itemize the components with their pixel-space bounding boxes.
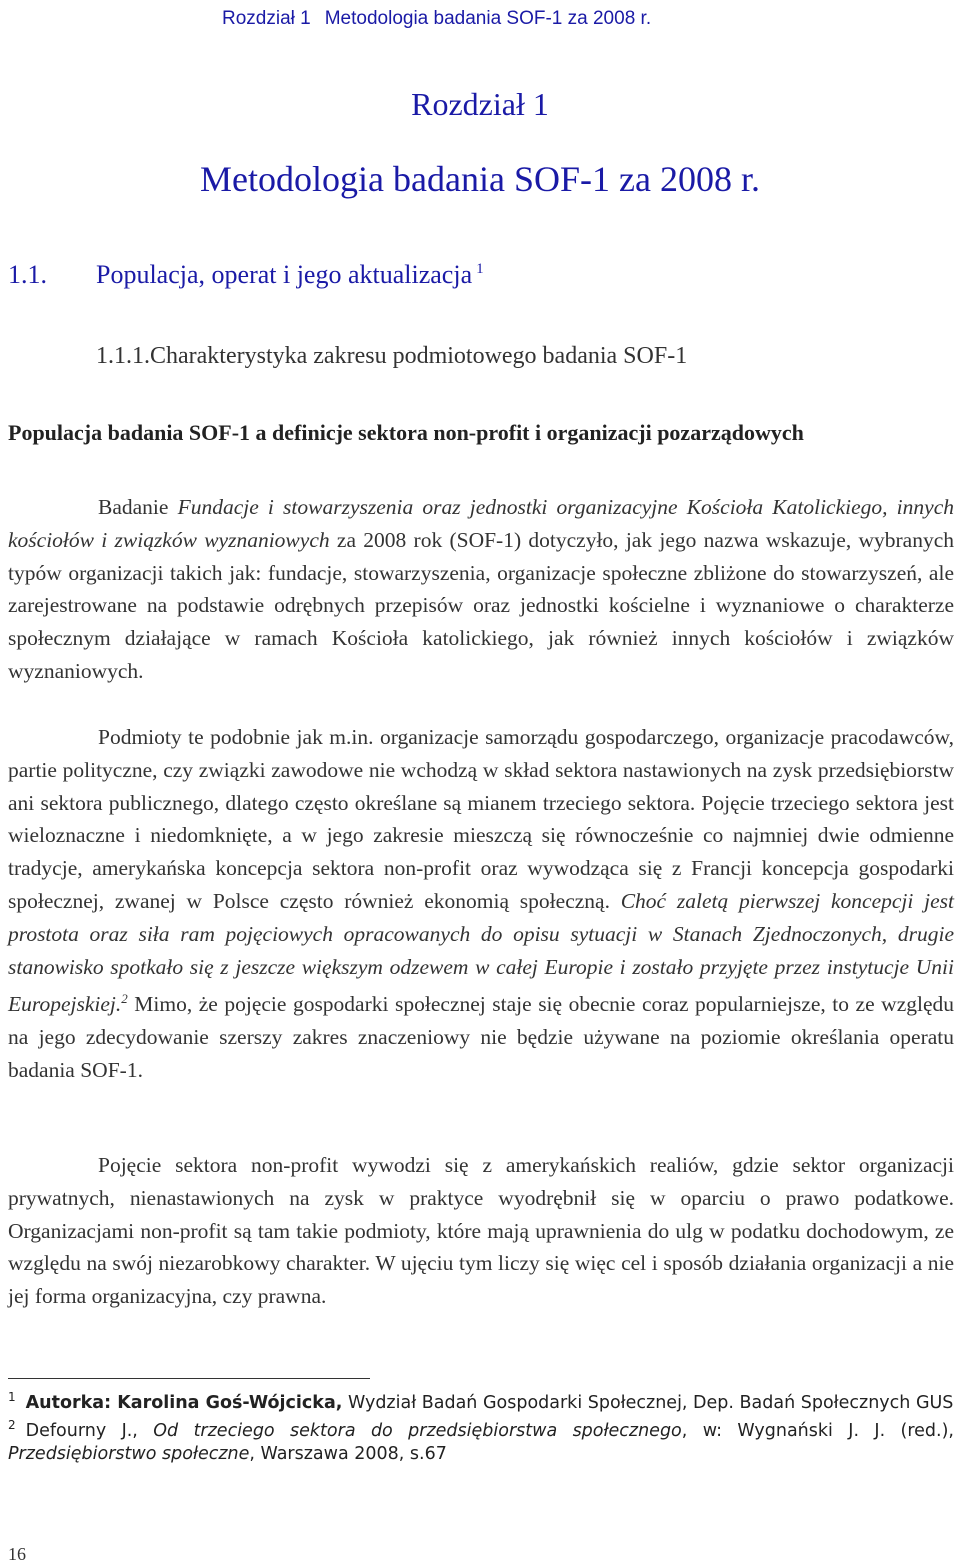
survey-title: Fundacje i stowarzyszenia oraz jednostki organizacyjne Kościoła Katolickiego, innych kościołów i związków wyznaniowych <box>8 495 954 552</box>
chapter-label: Rozdział 1 <box>411 86 549 122</box>
footnote-ref-2[interactable]: 2 <box>121 991 128 1007</box>
paragraph-3: Pojęcie sektora non-profit wywodzi się z amerykańskich realiów, gdzie sektor organizacji prywatnych, nienastawionych na zysk w praktyce wyodrębnił się w oparciu o prawo podatkowe. Organizacjami non-profit są tam takie podmioty, które mają uprawnienia do ulg w podatku dochodowym, ze względu na swój niezarobkowy charakter. W ujęciu tym liczy się więc cel i sposób działania organizacji a nie jej forma organizacyjna, czy prawna. <box>8 1153 954 1309</box>
footnote-ref-1[interactable]: 1 <box>476 261 484 277</box>
paragraph-2-text: Podmioty te podobnie jak m.in. organizacje samorządu gospodarczego, organizacje pracodawców, partie polityczne, czy związki zawodowe nie wchodzą w skład sektora nastawionych na zysk przedsiębiorstw ani sektora publicznego, dlatego często określane są mianem trzeciego sektora. Pojęcie trzeciego sektora jest wieloznaczne i niedomknięte, a w jego zakresie mieszczą się równocześnie co najmniej dwie odmienne tradycje, amerykańska koncepcja sektora non-profit oraz wywodząca się z Francji koncepcja gospodarki społecznej, zwanej w Polsce często również ekonomią społeczną. <box>8 725 954 913</box>
paragraph-1-rest: za 2008 rok (SOF-1) dotyczyło, jak jego nazwa wskazuje, wybranych typów organizacji takich jak: fundacje, stowarzyszenia, organizacje społeczne zbliżone do stowarzyszeń, ale zarejestrowane na podstawie odrębnych przepisów oraz jednostki kościelne i wyznaniowe o charakterze społecznym działające w ramach Kościoła katolickiego, jak również innych kościołów i związków wyznaniowych. <box>8 527 955 683</box>
footnote-author: Defourny J., <box>25 1421 138 1442</box>
paragraph-1 <box>8 491 954 688</box>
footnote-1 <box>8 1386 954 1414</box>
running-header-chapter: Rozdział 1 <box>222 8 311 29</box>
section-number: 1.1. <box>8 260 47 289</box>
footnote-text: , w: Wygnański J. J. (red.), <box>681 1421 954 1442</box>
footnotes <box>8 1386 954 1465</box>
footnote-divider <box>8 1378 370 1379</box>
footnote-number: 1 <box>8 1390 16 1404</box>
paragraph-2 <box>8 721 954 1087</box>
paragraph-2-rest: Mimo, że pojęcie gospodarki społecznej staje się obecnie coraz popularniejsze, to ze względu na jego zdecydowanie szerszy zakres znaczeniowy nie będzie używane na poziomie określania operatu badania SOF-1. <box>8 992 954 1082</box>
subsection-title: Charakterystyka zakresu podmiotowego badania SOF-1 <box>150 343 688 369</box>
footnote-italic-title: Od trzeciego sektora do przedsiębiorstwa społecznego <box>153 1421 682 1442</box>
running-header <box>222 8 651 30</box>
footnote-2 <box>8 1414 954 1465</box>
italic-quote: Choć zaletą pierwszej koncepcji jest prostota oraz siła ram pojęciowych opracowanych do opisu sytuacji w Stanach Zjednoczonych, drugie stanowisko spotkało się z jeszcze większym odzewem w całej Europie i zostało przyjęte przez instytucje Unii Europejskiej. <box>8 888 954 1017</box>
footnote-author: Autorka: Karolina Goś-Wójcicka, <box>25 1393 343 1413</box>
footnote-text: , Warszawa 2008, s.67 <box>249 1443 447 1464</box>
running-header-title: Metodologia badania SOF-1 za 2008 r. <box>324 8 652 29</box>
footnote-italic-book: Przedsiębiorstwo społeczne <box>8 1443 250 1464</box>
section-title: Populacja, operat i jego aktualizacja <box>96 260 473 289</box>
section-heading <box>8 260 484 290</box>
subsection-heading <box>96 343 687 370</box>
footnote-number: 2 <box>8 1418 16 1433</box>
chapter-title: Metodologia badania SOF-1 za 2008 r. <box>200 159 760 199</box>
bold-heading: Populacja badania SOF-1 a definicje sektora non-profit i organizacji pozarządowych <box>8 420 804 445</box>
footnote-text: Wydział Badań Gospodarki Społecznej, Dep. Badań Społecznych GUS <box>342 1393 954 1413</box>
page-number: 16 <box>8 1544 26 1564</box>
subsection-number: 1.1.1. <box>96 343 150 369</box>
paragraph-1-intro: Badanie <box>98 495 178 519</box>
